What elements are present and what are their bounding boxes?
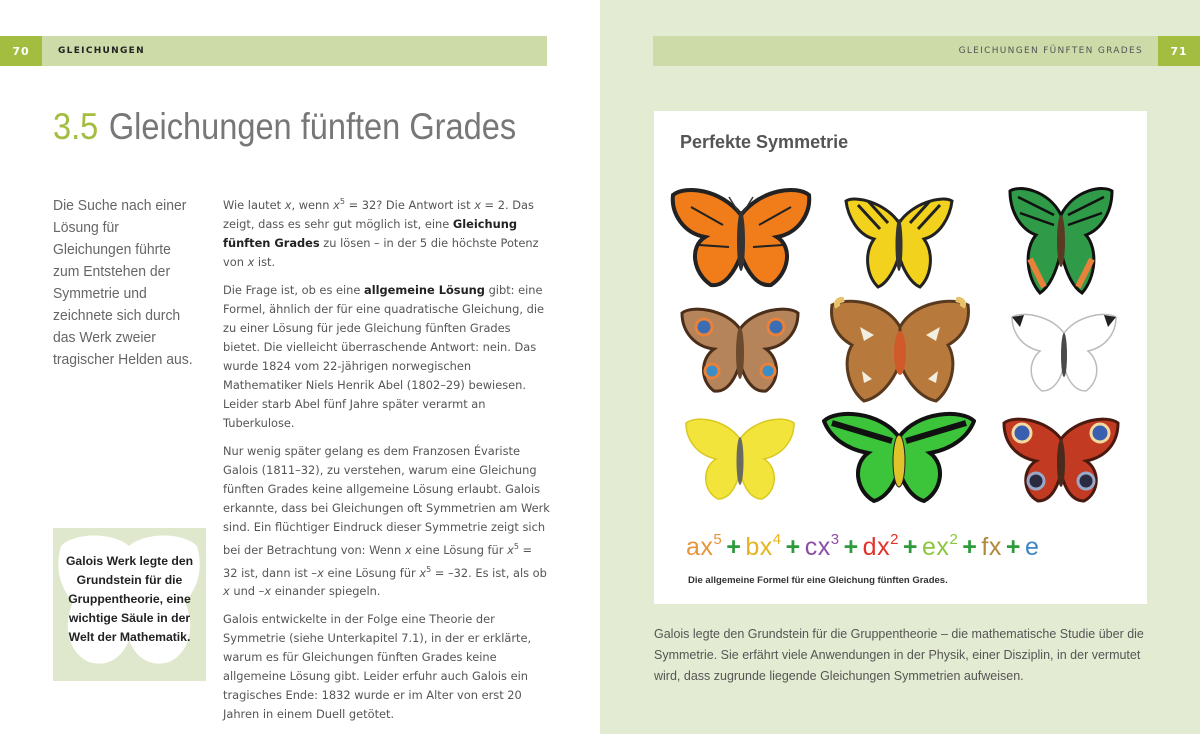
plus-sign: +	[726, 533, 742, 561]
body-text	[223, 192, 550, 733]
monarch-butterfly-icon	[670, 185, 812, 293]
butterfly-figure	[654, 111, 1147, 604]
chapter-heading	[53, 106, 516, 148]
term-dx2: $dx^2$	[862, 531, 899, 561]
buckeye-butterfly-icon	[680, 303, 800, 397]
pull-quote-box	[53, 528, 206, 681]
quintic-formula	[686, 531, 1039, 562]
brimstone-butterfly-icon	[684, 415, 796, 501]
term-allgemeine-loesung: allgemeine Lösung	[364, 282, 485, 297]
birdwing-butterfly-icon	[822, 409, 976, 505]
running-head-left: GLEICHUNGEN	[58, 46, 145, 56]
plus-sign: +	[843, 533, 859, 561]
term-cx3: $cx^3$	[804, 531, 840, 561]
term-gleichung-fuenften-grades: Gleichung fünften Grades	[223, 216, 518, 250]
chapter-number: 3.5	[53, 106, 99, 147]
paragraph-2: Die Frage ist, ob es eine allgemeine Lösung gibt: eine Formel, ähnlich der für eine quadratische Gleichung, die zu einer Lösung für jede Gleichung fünften Grades bietet. Die vielleicht überraschende Antwort: nein. Das wurde 1824 vom 22-jährigen norwegischen Mathematiker Niels Henrik Abel (1802–29) bewiesen. Leider starb Abel fünf Jahre später verarmt an Tuberkulose.	[223, 282, 545, 430]
figure-caption: Die allgemeine Formel für eine Gleichung fünften Grades.	[688, 575, 948, 586]
plus-sign: +	[785, 533, 801, 561]
white-butterfly-icon	[1010, 311, 1118, 393]
term-ex2: $ex^2$	[922, 531, 959, 561]
intro-text: Die Suche nach einer Lösung für Gleichungen führte zum Entstehen der Symmetrie und zeichnete sich durch das Werk zweier tragischer Helden aus.	[53, 197, 193, 368]
page-number-right: 71	[1158, 36, 1200, 66]
page-number-left: 70	[0, 36, 42, 66]
term-ax5: $ax^5$	[686, 531, 723, 561]
right-page-caption: Galois legte den Grundstein für die Gruppentheorie – die mathematische Studie über die Symmetrie. Sie erfährt viele Anwendungen in der Physik, einer Disziplin, in der vermutet wird, dass zugrunde liegende Gleichungen Symmetrien aufweisen.	[654, 627, 1144, 683]
swallowtail-butterfly-icon	[844, 195, 954, 293]
paragraph-1: Wie lautet x, wenn $x^5 = 32$? Die Antwort ist x = 2. Das zeigt, dass es sehr gut möglich ist, eine Gleichung fünften Grades zu lösen – in der 5 die höchste Potenz von x ist.	[223, 197, 539, 269]
running-head-right: GLEICHUNGEN FÜNFTEN GRADES	[958, 46, 1143, 56]
peacock-butterfly-icon	[1002, 415, 1120, 503]
term-bx4: $bx^4$	[745, 531, 782, 561]
plus-sign: +	[902, 533, 919, 561]
figure-title: Perfekte Symmetrie	[680, 132, 849, 152]
paragraph-4: Galois entwickelte in der Folge eine Theorie der Symmetrie (siehe Unterkapitel 7.1), in der er erklärte, warum es für Gleichungen fünften Grades keine allgemeine Lösung gibt. Leider erfuhr auch Galois ein tragisches Ende: 1832 wurde er im Alter von erst 20 Jahren in einem Duell getötet.	[223, 612, 532, 722]
plus-sign: +	[962, 533, 978, 561]
term-e: e	[1024, 533, 1040, 561]
plus-sign: +	[1005, 533, 1021, 561]
pull-quote-text: Galois Werk legte den Grundstein für die Gruppentheorie, eine wichtige Säule in der Welt der Mathematik.	[65, 554, 194, 644]
paragraph-3: Nur wenig später gelang es dem Franzosen Évariste Galois (1811–32), zu verstehen, warum eine Gleichung fünften Grades keine allgemeine Lösung erlaubt. Galois erkannte, dass bei Gleichungen oft Symmetrien am Werk sind. Ein flüchtiger Eindruck dieser Symmetrie zeigt sich bei der Betrachtung von: Wenn x eine Lösung für $x^5 = 32$ ist, dann ist –x eine Lösung für $x^5 = -32$. Es ist, als ob x und –x einander spiegeln.	[223, 443, 550, 599]
atlas-moth-icon	[830, 297, 970, 405]
term-fx: fx	[981, 533, 1002, 561]
chapter-title: Gleichungen fünften Grades	[108, 106, 517, 147]
sunset-moth-icon	[1008, 185, 1114, 297]
